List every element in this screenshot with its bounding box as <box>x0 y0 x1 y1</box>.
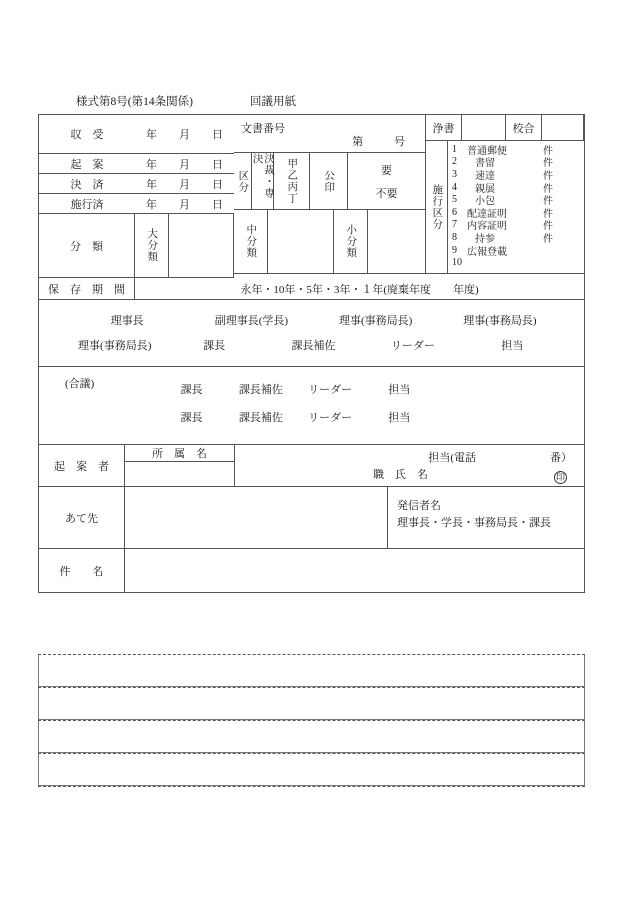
list-item[interactable]: 1 普通郵便 件 <box>452 143 553 157</box>
dispatch-column <box>426 115 584 278</box>
receipt-month-unit: 月 <box>179 129 190 141</box>
affiliation-block <box>125 445 235 487</box>
consultation-slot-chief-2[interactable]: 課長 <box>180 412 203 424</box>
classification-middle <box>234 210 426 274</box>
draft-date-row[interactable] <box>39 154 234 174</box>
execution-date-label: 施行済 <box>70 198 104 211</box>
consultation-slot-staff-1[interactable]: 担当 <box>388 384 411 396</box>
decision-kessai-label: 決裁・専決 <box>252 153 274 210</box>
receipt-date-label: 収 受 <box>70 129 104 141</box>
middle-classification-field[interactable] <box>268 210 334 274</box>
list-item[interactable]: 8 持参 件 <box>452 231 553 245</box>
list-item[interactable]: 4 親展 件 <box>452 181 553 195</box>
seal-required-choice[interactable] <box>348 153 426 210</box>
notes-line[interactable] <box>38 720 585 753</box>
dispatch-methods-box <box>426 141 584 274</box>
settlement-date-label: 決 済 <box>70 178 104 191</box>
list-item[interactable]: 9 広報登載 <box>452 244 507 258</box>
list-item[interactable]: 6 配達証明 件 <box>452 206 553 220</box>
approval-slot-director-2[interactable]: 理事(事務局長) <box>463 314 537 327</box>
draft-day-unit: 日 <box>212 158 223 171</box>
execution-month-unit: 月 <box>179 198 190 211</box>
decision-rank-label[interactable]: 甲乙丙丁 <box>274 153 310 210</box>
subject-section <box>39 549 584 593</box>
draft-year-unit: 年 <box>146 158 157 171</box>
execution-year-unit: 年 <box>146 198 157 211</box>
consultation-slot-staff-2[interactable]: 担当 <box>388 412 411 424</box>
official-seal-label: 公印 <box>310 153 348 210</box>
minor-classification-label: 小分類 <box>334 210 368 274</box>
sender-label: 発信者名 <box>397 500 441 512</box>
consultation-slot-leader-1[interactable]: リーダー <box>308 384 353 396</box>
form-header <box>38 93 585 112</box>
notes-writing-area <box>38 654 585 787</box>
approval-slot-assistant-chief[interactable]: 課長補佐 <box>291 339 336 352</box>
major-classification-field[interactable] <box>169 214 234 278</box>
clean-copy-field[interactable] <box>462 115 506 141</box>
dispatch-method-list <box>448 141 584 273</box>
document-number-cell[interactable] <box>234 115 426 153</box>
retention-period-options[interactable]: 永年・10年・5年・3年・１年(廃棄年度 年度) <box>135 278 584 300</box>
minor-classification-field[interactable] <box>368 210 426 274</box>
receipt-date-row[interactable] <box>39 115 234 154</box>
approval-slot-section-chief[interactable]: 課長 <box>203 339 226 352</box>
affiliation-label: 所 属 名 <box>125 445 234 462</box>
approval-slot-leader[interactable]: リーダー <box>390 339 435 352</box>
consultation-title: (合議) <box>65 378 95 390</box>
settlement-date-row[interactable] <box>39 174 234 194</box>
form-number: 様式第8号(第14条関係) <box>76 96 193 108</box>
notes-line[interactable] <box>38 654 585 687</box>
sender-options[interactable]: 理事長・学長・事務局長・課長 <box>397 516 551 529</box>
subject-field[interactable] <box>125 549 584 593</box>
major-classification-label: 大分類 <box>135 214 169 278</box>
retention-period-row <box>39 278 584 300</box>
drafter-label: 起 案 者 <box>39 445 125 487</box>
dates-group <box>39 115 234 214</box>
drafter-detail-block <box>235 445 584 487</box>
classification-label: 分 類 <box>39 214 135 278</box>
execution-date-row[interactable] <box>39 194 234 214</box>
addressee-field[interactable] <box>125 487 388 549</box>
docnum-decision-column <box>234 115 426 278</box>
middle-classification-label: 中分類 <box>234 210 268 274</box>
consultation-slot-assistant-2[interactable]: 課長補佐 <box>238 412 283 424</box>
main-form-frame <box>38 114 585 593</box>
approval-slot-director-3[interactable]: 理事(事務局長) <box>78 339 152 352</box>
proofread-field[interactable] <box>542 115 584 141</box>
approval-section <box>39 300 584 367</box>
notes-bottom-rule <box>38 786 585 787</box>
dates-and-classification-column <box>39 115 234 278</box>
draft-month-unit: 月 <box>179 158 190 171</box>
retention-period-label: 保 存 期 間 <box>39 278 135 300</box>
contact-phone-label: 担当(電話 番） <box>428 452 572 464</box>
settlement-month-unit: 月 <box>179 178 190 191</box>
receipt-day-unit: 日 <box>212 129 223 141</box>
draft-date-label: 起 案 <box>70 158 104 171</box>
addressee-section <box>39 487 584 549</box>
document-number-mark: 第 号 <box>352 136 415 148</box>
consultation-slot-leader-2[interactable]: リーダー <box>308 412 353 424</box>
approval-row-managers <box>39 332 584 357</box>
approval-slot-vice-president[interactable]: 副理事長(学長) <box>214 314 289 327</box>
consultation-slot-assistant-1[interactable]: 課長補佐 <box>238 384 283 396</box>
top-block <box>39 115 584 278</box>
approval-row-executives <box>39 307 584 332</box>
seal-not-required-option[interactable]: 不要 <box>375 187 398 200</box>
consultation-section <box>39 367 584 445</box>
list-item[interactable]: 5 小包 件 <box>452 194 553 208</box>
seal-required-option[interactable]: 要 <box>381 164 392 177</box>
sender-block <box>388 487 584 549</box>
title-and-name-label: 職 氏 名 <box>373 469 428 481</box>
list-item[interactable]: 2 書留 件 <box>452 156 553 170</box>
settlement-year-unit: 年 <box>146 178 157 191</box>
decision-category-group <box>234 153 426 210</box>
addressee-label: あて先 <box>39 487 125 549</box>
decision-kubun-label: 区分 <box>234 153 252 210</box>
consultation-slot-chief-1[interactable]: 課長 <box>180 384 203 396</box>
list-item[interactable]: 7 内容証明 件 <box>452 219 553 233</box>
dispatch-side-label: 施行区分 <box>426 141 448 273</box>
clean-copy-label: 浄書 <box>426 115 462 141</box>
cleancopy-proof-group <box>426 115 584 141</box>
approval-slot-director-1[interactable]: 理事(事務局長) <box>338 314 413 327</box>
notes-line[interactable] <box>38 753 585 786</box>
receipt-year-unit: 年 <box>146 129 157 141</box>
execution-day-unit: 日 <box>212 198 223 211</box>
approval-slot-president[interactable]: 理事長 <box>110 314 144 327</box>
list-item[interactable]: 10 <box>452 257 462 269</box>
notes-line[interactable] <box>38 687 585 720</box>
list-item[interactable]: 3 速達 件 <box>452 168 553 182</box>
settlement-day-unit: 日 <box>212 178 223 191</box>
seal-icon: 印 <box>555 472 565 482</box>
approval-slot-staff[interactable]: 担当 <box>501 339 524 352</box>
subject-label: 件 名 <box>39 549 125 593</box>
document-title: 回議用紙 <box>250 96 296 108</box>
drafter-section <box>39 445 584 487</box>
document-number-label: 文書番号 <box>241 123 285 135</box>
classification-left <box>39 214 234 278</box>
consultation-row-1 <box>39 375 584 403</box>
consultation-row-2 <box>39 403 584 431</box>
proofread-label: 校合 <box>506 115 542 141</box>
